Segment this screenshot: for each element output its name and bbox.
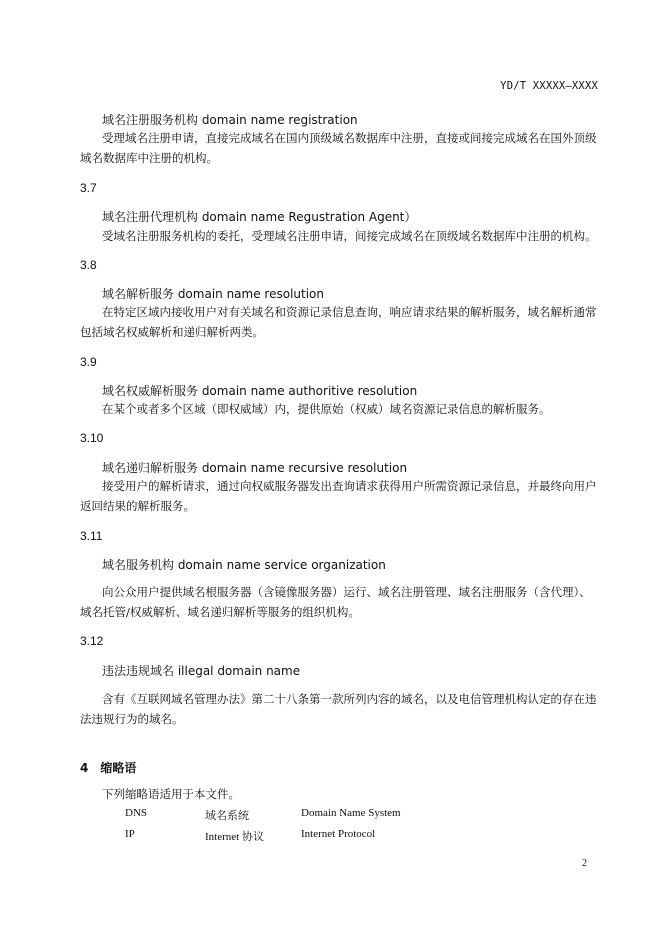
section-number-3-11: 3.11 xyxy=(80,529,103,543)
definition-illegal-domain-name: 含有《互联网域名管理办法》第二十八条第一款所列内容的域名，以及电信管理机构认定的存在违法违规行为的域名。 xyxy=(80,692,597,726)
abbreviation-term: DNS xyxy=(125,807,148,819)
section-number-3-10: 3.10 xyxy=(80,431,104,445)
definition-registration-agent: 受域名注册服务机构的委托，受理域名注册申请，间接完成域名在顶级域名数据库中注册的机构。 xyxy=(102,229,597,243)
clause-number: 4 xyxy=(80,761,89,775)
clause-heading-abbreviations xyxy=(80,759,136,776)
section-number-3-12: 3.12 xyxy=(80,634,104,648)
abbreviation-chinese: 域名系统 xyxy=(205,810,249,822)
definition-authoritive-resolution: 在某个或者多个区域（即权威域）内，提供原始（权威）域名资源记录信息的解析服务。 xyxy=(102,402,551,416)
section-number-3-8: 3.8 xyxy=(80,258,97,272)
section-number-3-7: 3.7 xyxy=(80,181,97,195)
abbreviations-intro: 下列缩略语适用于本文件。 xyxy=(102,787,240,801)
term-authoritive-resolution: 域名权威解析服务 domain name authoritive resolution xyxy=(102,384,418,398)
definition-resolution: 在特定区域内接收用户对有关域名和资源记录信息查询，响应请求结果的解析服务，域名解析通常包括域名权威解析和递归解析两类。 xyxy=(80,305,597,339)
definition-recursive-resolution: 接受用户的解析请求，通过向权威服务器发出查询请求获得用户所需资源记录信息，并最终向用户返回结果的解析服务。 xyxy=(80,479,597,513)
section-number-3-9: 3.9 xyxy=(80,355,97,369)
abbreviation-english: Internet Protocol xyxy=(301,828,376,840)
term-service-organization: 域名服务机构 domain name service organization xyxy=(102,558,386,572)
abbreviation-chinese: Internet 协议 xyxy=(205,831,264,843)
definition-domain-name-registration: 受理域名注册申请，直接完成域名在国内顶级域名数据库中注册，直接或间接完成域名在国外顶级域名数据库中注册的机构。 xyxy=(80,131,597,165)
term-recursive-resolution: 域名递归解析服务 domain name recursive resolution xyxy=(102,461,408,475)
term-domain-name-registration: 域名注册服务机构 domain name registration xyxy=(102,113,358,127)
page-number: 2 xyxy=(582,858,587,869)
clause-title: 缩略语 xyxy=(100,761,137,775)
document-id: YD/T XXXXX—XXXX xyxy=(500,80,598,92)
term-illegal-domain-name: 违法违规域名 illegal domain name xyxy=(102,664,301,678)
abbreviation-term: IP xyxy=(125,828,135,840)
term-resolution: 域名解析服务 domain name resolution xyxy=(102,287,324,301)
term-registration-agent: 域名注册代理机构 domain name Regustration Agent） xyxy=(102,210,417,224)
abbreviation-english: Domain Name System xyxy=(301,807,401,819)
definition-service-organization: 向公众用户提供域名根服务器（含镜像服务器）运行、域名注册管理、域名注册服务（含代理）、域名托管/权威解析、域名递归解析等服务的组织机构。 xyxy=(80,585,591,619)
